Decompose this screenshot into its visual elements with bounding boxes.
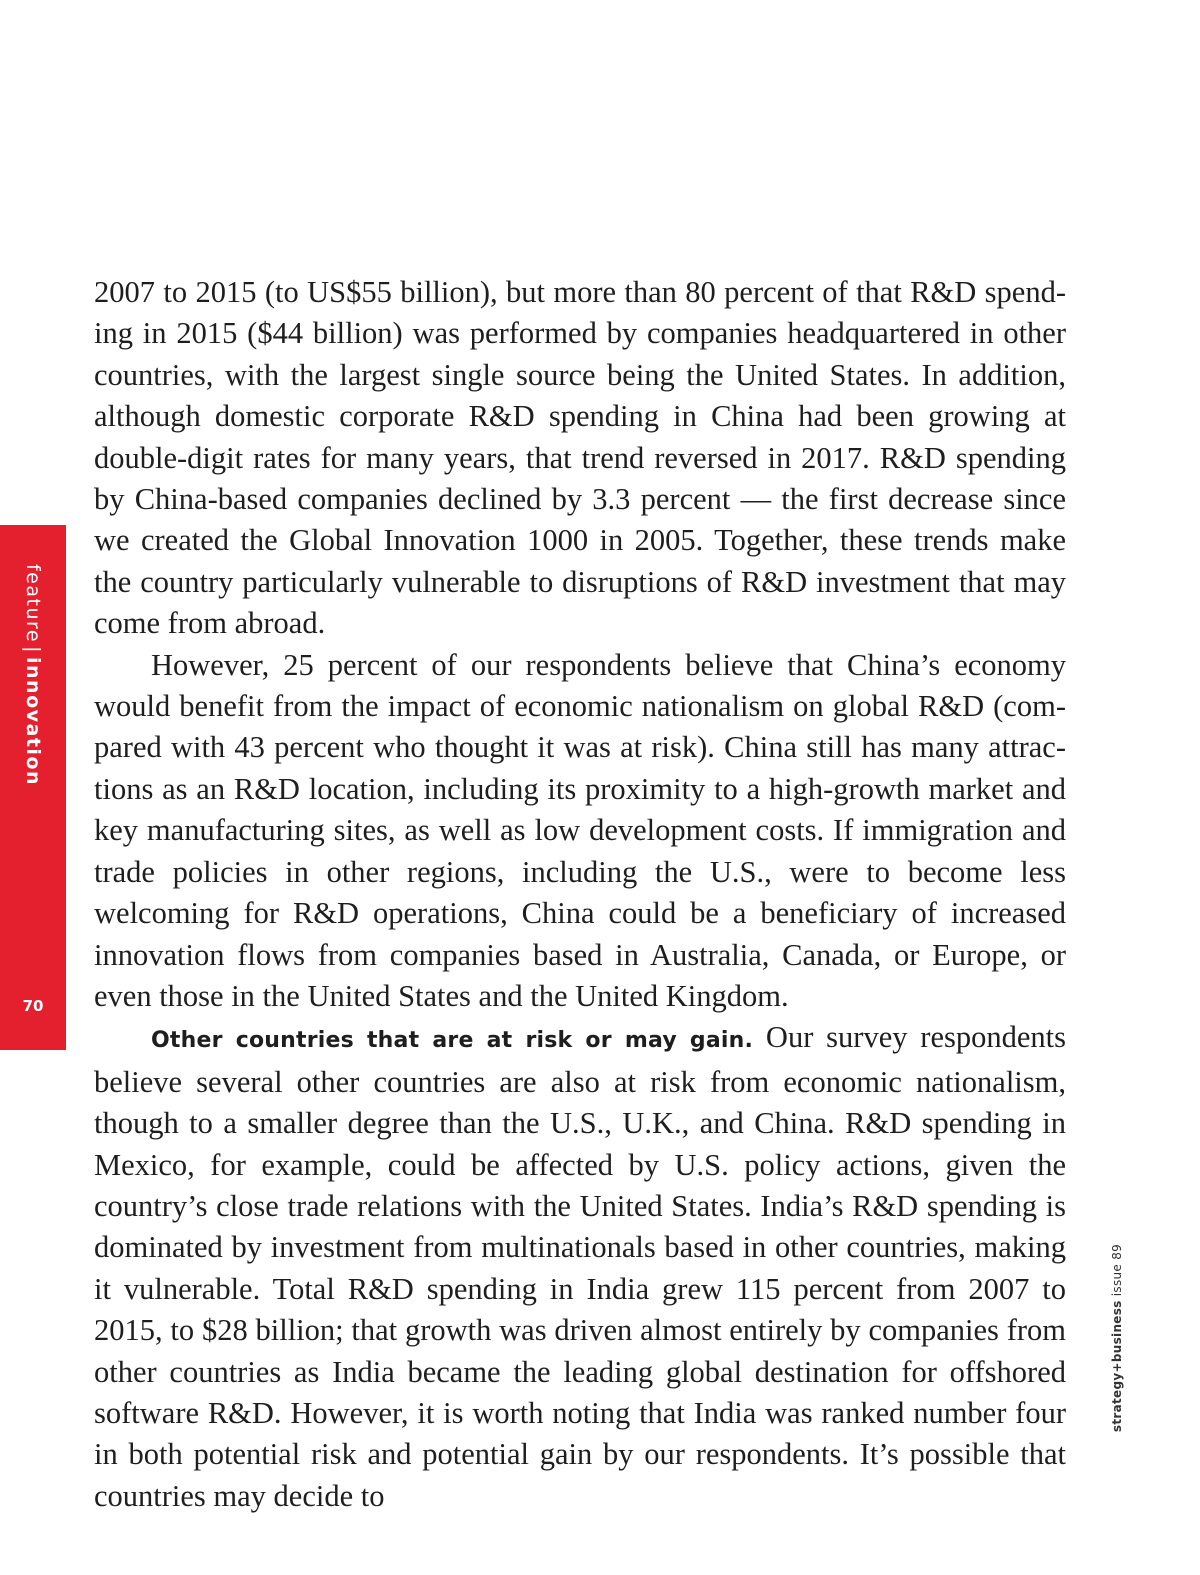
paragraph-1: 2007 to 2015 (to US$55 billion), but more than 80 percent of that R&D spending in 2015 ($44 billion) was performed by companies headquartered in other countries, with the largest single source being the United States. In addition, although domestic corporate R&D spending in China had been growing at double-digit rates for many years, that trend reversed in 2017. R&D spending by China-based companies declined by 3.3 percent — the first decrease since we created the Global Innovation 1000 in 2005. Together, these trends make the country particularly vulnerable to disruptions of R&D investment that may come from abroad. [94,275,1066,641]
publication-footer [1110,1244,1124,1432]
section-topic: innovation [22,657,44,787]
article-body [94,272,1066,1517]
section-label [22,564,44,786]
publication-name: strategy+business [1110,1300,1124,1433]
paragraph-2: However, 25 percent of our respondents believe that China’s economy would benefit from the impact of economic nationalism on global R&D (compared with 43 percent who thought it was at risk). China still has many attractions as an R&D location, including its proximity to a high-growth market and key manufacturing sites, as well as low development costs. If immigration and trade policies in other regions, including the U.S., were to become less welcoming for R&D operations, China could be a beneficiary of increased innovation flows from companies based in Australia, Canada, or Europe, or even those in the United States and the United Kingdom. [94,647,1066,1013]
section-name: feature [22,563,44,644]
paragraph-3-text: Our survey respondents believe several other countries are also at risk from economic nationalism, though to a smaller degree than the U.S., U.K., and China. R&D spending in Mexico, for example, could be affected by U.S. policy actions, given the country’s close trade relations with the United States. India’s R&D spending is dominated by investment from multinationals based in other countries, making it vulnerable. Total R&D spending in India grew 115 percent from 2007 to 2015, to $28 billion; that growth was driven almost entirely by companies from other countries as India became the leading global destination for offshored software R&D. However, it is worth noting that India was ranked number four in both potential risk and potential gain by our respondents. It’s possible that countries may decide to [94,1020,1067,1513]
issue-number: issue 89 [1110,1243,1124,1297]
section-separator: | [22,646,44,655]
page-number: 70 [22,997,44,1015]
paragraph-3 [94,1017,1066,1517]
run-in-heading: Other countries that are at risk or may gain. [151,1028,754,1054]
